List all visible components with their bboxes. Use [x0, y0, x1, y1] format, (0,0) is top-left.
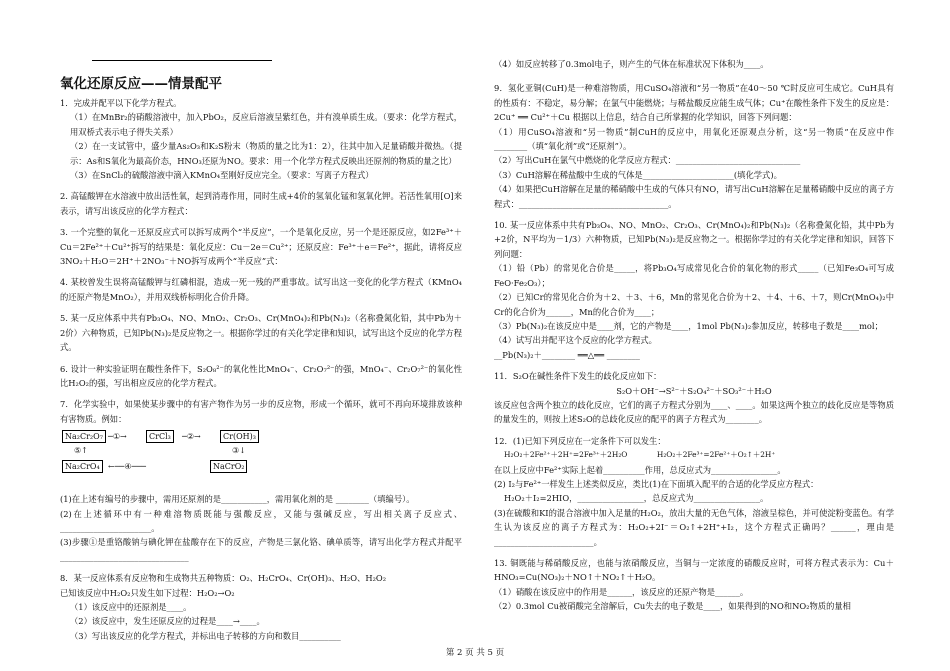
q9-part2: （2）写出CuH在氯气中燃烧的化学反应方程式：______________________________: [494, 155, 801, 166]
q9-intro: 9．氢化亚铜(CuH)是一种难溶物质，用CuSO₄溶液和“另一物质”在40～50 ℃时反应可生成它。CuH具有的性质有：不稳定，易分解；在氯气中能燃烧；与稀盐酸反应能生成气体；Cu⁺在酸性条件下发生的反应是：2Cu⁺ ══ Cu²⁺＋Cu 根据以上信息，结合自己所掌握的化学知识，回答下列问题：: [494, 83, 894, 123]
q13-part2: （2）0.3mol Cu被硝酸完全溶解后，Cu失去的电子数是____，如果得到的NO和NO₂物质的量相: [494, 601, 851, 612]
q9-part1: （1）用CuSO₄溶液和“另一物质”制CuH的反应中，用氧化还原观点分析，这“另一物质”在反应中作________（填“氧化剂”或“还原剂”）。: [494, 126, 894, 152]
scheme-crcl3: CrCl₃: [146, 430, 174, 443]
q12-part2: (2) I₂与Fe²⁺一样发生上述类似反应，类比(1)在下面填入配平的合适的化学反应方程式：: [494, 478, 819, 489]
q13-part1: （1）硝酸在该反应中的作用是______，该反应的还原产物是______。: [494, 586, 749, 597]
q10-part1: （1）铅（Pb）的常见化合价是_____，将Pb₃O₄写成常见化合价的氧化物的形式_____（已知Fe₃O₄可写成FeO·Fe₂O₃）；: [494, 263, 894, 288]
q13-intro: 13. 铜既能与稀硝酸反应，也能与浓硝酸反应，当铜与一定浓度的硝酸反应时，可将方程式表示为：Cu＋HNO₃=Cu(NO₃)₂＋NO↑＋NO₂↑＋H₂O。: [494, 558, 894, 583]
right-column: [494, 0, 894, 614]
q12-equations: H₂O₂＋2Fe²⁺＋2H⁺=2Fe³⁺＋2H₂O H₂O₂＋2Fe³⁺=2Fe²⁺＋O₂↑＋2H⁺: [504, 450, 776, 460]
q1-part2: （2）在一支试管中，盛少量As₂O₃和K₂S粉末（物质的量之比为1：2），往其中加入足量硝酸并微热。（提示：As和S氧化为最高价态，HNO₃还原为NO。要求：用一个化学方程式反映出还原剂的物质的量之比）: [70, 141, 462, 166]
scheme-arrow-1: ─①→: [108, 432, 127, 442]
q10-part4: （4）试写出并配平这个反应的化学方程式。: [494, 335, 657, 346]
scheme-na2cro4: Na₂CrO₄: [62, 460, 103, 473]
q10-part3: （3）Pb(N₃)₂在该反应中是____剂，它的产物是____，1mol Pb(N₃)₂参加反应，转移电子数是____mol；: [494, 320, 883, 331]
scheme-na2cr2o7: Na₂Cr₂O₇: [62, 430, 106, 443]
q4: 4. 某校曾发生误将高锰酸钾与红磷相混，造成一死一残的严重事故。试写出这一变化的化学方程式（KMnO₄的还原产物是MnO₂），并用双线桥标明化合价升降。: [60, 277, 462, 302]
q8-line1: 8．某一反应体系有反应物和生成物共五种物质：O₂、H₂CrO₄、Cr(OH)₃、H₂O、H₂O₂: [60, 573, 387, 584]
q7-part1: (1)在上述有编号的步骤中，需用还原剂的是___________，需用氧化剂的是 ________（填编号）。: [60, 494, 415, 505]
q8-part3: （3）写出该反应的化学方程式，并标出电子转移的方向和数目__________: [70, 630, 341, 641]
page-title: 氧化还原反应——情景配平: [60, 76, 222, 92]
scheme-arrow-2: ─②→: [182, 432, 201, 442]
q11-intro: 11．S₂O在碱性条件下发生的歧化反应如下：: [494, 371, 662, 382]
scheme-arrow-5: ⑤↑: [74, 446, 88, 456]
q12-part1: 在以上反应中Fe²⁺实际上起着__________作用，总反应式为________________。: [494, 464, 786, 475]
q8-part1: （1）该反应中的还原剂是____。: [70, 601, 192, 612]
scheme-croh3: Cr(OH)₃: [220, 430, 259, 443]
q5: 5. 某一反应体系中共有Pb₃O₄、NO、MnO₂、Cr₂O₃、Cr(MnO₄)₂和Pb(N₃)₂（名称叠氮化铅，其中Pb为＋2价）六种物质，已知Pb(N₃)₂是反应物之一。根据你学过的有关化学定律和知识，试写出这个反应的化学方程式。: [60, 313, 462, 353]
page-footer: 第 2 页 共 5 页: [445, 648, 505, 658]
q10-intro: 10. 某一反应体系中共有Pb₃O₄、NO、MnO₂、Cr₂O₃、Cr(MnO₄)₂和Pb(N₃)₂（名称叠氮化铅，其中Pb为+2价，N平均为－1/3）六种物质，已知Pb(N₃)₂是反应物之一。根据你学过的有关化学定律和知识，回答下列问题：: [494, 220, 894, 259]
q7-part3: (3)步骤①是重铬酸钠与碘化钾在盐酸存在下的反应，产物是三氯化铬、碘单质等，请写出化学方程式并配平_______________________________: [60, 537, 462, 562]
q10-equation: __Pb(N₃)₂＋________ ══△══ ________: [494, 349, 640, 360]
q12-part2-eq: H₂O₂＋I₂=2HIO，________________，总反应式为________________。: [504, 493, 769, 504]
q2: 2. 高锰酸钾在水溶液中放出活性氧，起到消毒作用，同时生成+4价的氢氧化锰和氢氧化钾。若活性氧用[O]来表示，请写出该反应的化学方程式：: [60, 191, 462, 216]
q3: 3. 一个完整的氧化－还原反应式可以拆写成两个“半反应”，一个是氧化反应，另一个是还原反应，如2Fe³⁺＋Cu＝2Fe²⁺＋Cu²⁺拆写的结果是：氧化反应：Cu－2e＝Cu²⁺；还原反应：Fe³⁺＋e＝Fe²⁺，据此，请将反应3NO₂＋H₂O＝2H⁺＋2NO₃⁻＋NO拆写成两个“半反应”式：: [60, 227, 462, 267]
q7-intro: 7．化学实验中，如果使某步骤中的有害产物作为另一步的反应物，形成一个循环，就可不再向环境排放该种有害物质。例如：: [60, 399, 462, 424]
q8-part2: （2）该反应中，发生还原反应的过程是____→____。: [70, 616, 265, 627]
left-column: [60, 0, 462, 643]
q1-part1: （1）在MnBr₂的硝酸溶液中，加入PbO₂，反应后溶液呈紫红色，并有溴单质生成。（要求：化学方程式，用双桥式表示电子得失关系）: [70, 112, 462, 137]
scheme-arrow-4: ←──④───: [108, 462, 146, 472]
q1-line: 1．完成并配平以下化学方程式。: [60, 98, 182, 108]
q9-part3: （3）CuH溶解在稀盐酸中生成的气体是______________________(填化学式)。: [494, 169, 782, 180]
scheme-arrow-3: ③↓: [232, 446, 246, 456]
q12-intro: 12．(1)已知下列反应在一定条件下可以发生：: [494, 435, 666, 446]
q8-part4: （4）如反应转移了0.3mol电子，则产生的气体在标准状况下体积为____。: [494, 59, 769, 69]
q8-line2: 已知该反应中H₂O₂只发生如下过程：H₂O₂→O₂: [60, 587, 235, 598]
q6: 6. 设计一种实验证明在酸性条件下，S₂O₈²⁻的氧化性比MnO₄⁻、Cr₂O₇²⁻的强，MnO₄⁻、Cr₂O₇²⁻的氧化性比H₂O₂的强，写出相应反应的化学方程式。: [60, 363, 462, 388]
q1-part3: （3）在SnCl₂的硫酸溶液中滴入KMnO₄至刚好反应完全。（要求：写离子方程式）: [70, 170, 374, 181]
q10-part2: （2）已知Cr的常见化合价为＋2、＋3、＋6，Mn的常见化合价为＋2、＋4、＋6、＋7，则Cr(MnO₄)₂中Cr的化合价为______，Mn的化合价为____；: [494, 292, 894, 317]
q9-part4: （4）如果把CuH溶解在足量的稀硝酸中生成的气体只有NO，请写出CuH溶解在足量稀硝酸中反应的离子方程式：____________________________________。: [494, 184, 894, 209]
q12-part3: (3)在硫酸和KI的混合溶液中加入足量的H₂O₂，放出大量的无色气体，溶液呈棕色，并可使淀粉变蓝色。有学生认为该反应的离子方程式为：H₂O₂+2I⁻＝O₂↑+2H⁺+I₂，这个方程式正确吗？______，理由是________________________。: [494, 507, 894, 547]
scheme-nacro2: NaCrO₂: [210, 460, 247, 473]
q11-equation: S₂O＋OH⁻→S²⁻＋S₂O₄²⁻＋SO₃²⁻＋H₂O: [616, 385, 772, 396]
chromium-cycle-scheme: [60, 428, 462, 490]
q11-body: 该反应包含两个独立的歧化反应，它们的离子方程式分别为____、____。如果这两个独立的歧化反应是等物质的量发生的，则按上述S₂O的总歧化反应的配平的离子方程式为________。: [494, 399, 894, 425]
q7-part2: (2)在上述循环中有一种难溶物质既能与强酸反应，又能与强碱反应，写出相关离子反应式、______________________。: [60, 508, 462, 533]
